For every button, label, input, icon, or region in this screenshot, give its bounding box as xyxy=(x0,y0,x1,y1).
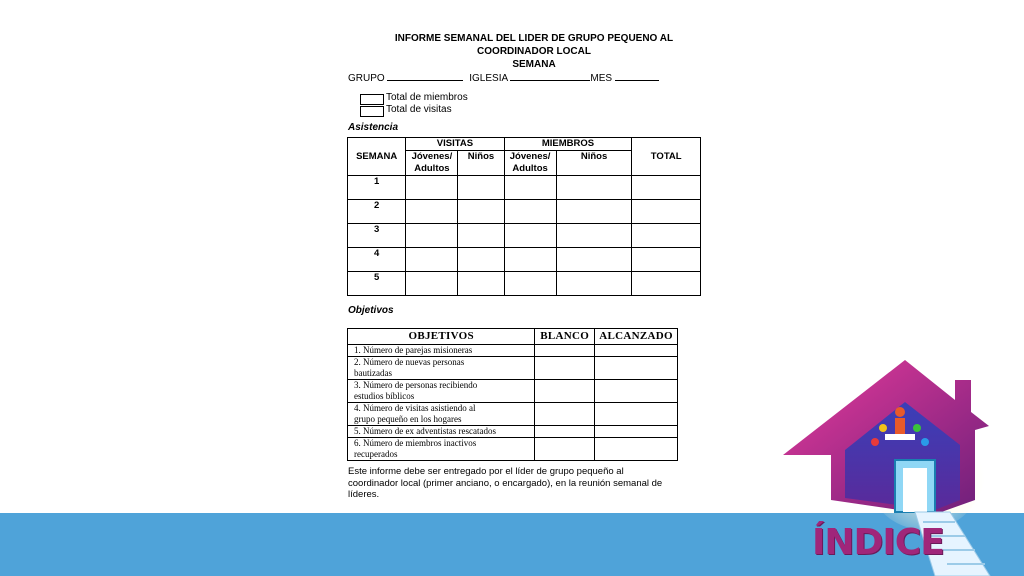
week-number: 3 xyxy=(348,224,406,248)
total-miembros-box xyxy=(360,94,384,105)
jovenes-line-2: Adultos xyxy=(414,163,450,174)
line1: 5. Número de ex adventistas rescatados xyxy=(354,426,496,436)
mes-blank xyxy=(615,71,659,81)
header-fields xyxy=(348,71,659,84)
table-row xyxy=(348,403,678,426)
cell xyxy=(595,357,678,380)
grupo-label: GRUPO xyxy=(348,73,385,84)
total-visitas-label: Total de visitas xyxy=(386,104,452,115)
cell xyxy=(535,438,595,461)
line1: 1. Número de parejas misioneras xyxy=(354,345,473,355)
week-number: 2 xyxy=(348,200,406,224)
table-row xyxy=(348,357,678,380)
table-row xyxy=(348,272,701,296)
cell xyxy=(504,272,556,296)
week-number: 5 xyxy=(348,272,406,296)
cell xyxy=(632,272,701,296)
objective-text xyxy=(348,357,535,380)
cell xyxy=(595,438,678,461)
cell xyxy=(595,380,678,403)
mes-label: MES xyxy=(590,73,613,84)
week-number: 4 xyxy=(348,248,406,272)
iglesia-label: IGLESIA xyxy=(469,73,508,84)
line1: 4. Número de visitas asistiendo al xyxy=(354,403,476,413)
cell xyxy=(595,426,678,438)
cell xyxy=(504,224,556,248)
cell xyxy=(458,176,504,200)
objectives-table xyxy=(347,328,678,461)
indice-button[interactable]: ÍNDICE xyxy=(812,522,944,563)
line2: estudios bíblicos xyxy=(354,391,415,401)
visitas-jovenes-header xyxy=(406,151,458,176)
cell xyxy=(406,176,458,200)
cell xyxy=(504,176,556,200)
table-row xyxy=(348,380,678,403)
cell xyxy=(556,200,632,224)
footer-line-2: coordinador local (primer anciano, o encargado), en la reunión semanal de xyxy=(348,477,663,489)
iglesia-blank xyxy=(510,71,590,81)
table-row xyxy=(348,200,701,224)
objetivos-col-header: OBJETIVOS xyxy=(348,329,535,345)
objetivos-heading: Objetivos xyxy=(348,305,394,316)
objective-text xyxy=(348,403,535,426)
table-row xyxy=(348,426,678,438)
title-line-3: SEMANA xyxy=(512,59,556,70)
jovenes-line-1: Jóvenes/ xyxy=(411,151,453,162)
table-row xyxy=(348,176,701,200)
table-row xyxy=(348,248,701,272)
cell xyxy=(535,380,595,403)
cell xyxy=(632,176,701,200)
objective-text xyxy=(348,438,535,461)
cell xyxy=(458,272,504,296)
cell xyxy=(535,426,595,438)
cell xyxy=(458,200,504,224)
asistencia-heading: Asistencia xyxy=(348,122,399,133)
line2: bautizadas xyxy=(354,368,392,378)
total-miembros-label: Total de miembros xyxy=(386,92,468,103)
line1: 6. Número de miembros inactivos xyxy=(354,438,477,448)
cell xyxy=(632,224,701,248)
attendance-table xyxy=(347,137,701,296)
report-title xyxy=(343,32,705,71)
jovenes-line-2: Adultos xyxy=(512,163,548,174)
cell xyxy=(535,357,595,380)
blanco-col-header: BLANCO xyxy=(535,329,595,345)
visitas-header: VISITAS xyxy=(406,138,504,151)
footer-line-1: Este informe debe ser entregado por el líder de grupo pequeño al xyxy=(348,466,624,477)
table-row xyxy=(348,345,678,357)
miembros-header: MIEMBROS xyxy=(504,138,632,151)
cell xyxy=(632,248,701,272)
miembros-jovenes-header xyxy=(504,151,556,176)
cell xyxy=(406,224,458,248)
miembros-ninos-header: Niños xyxy=(556,151,632,176)
table-row xyxy=(348,224,701,248)
cell xyxy=(406,272,458,296)
cell xyxy=(535,345,595,357)
footer-note xyxy=(348,466,688,501)
alcanzado-col-header: ALCANZADO xyxy=(595,329,678,345)
cell xyxy=(504,248,556,272)
cell xyxy=(458,224,504,248)
cell xyxy=(632,200,701,224)
total-visitas-box xyxy=(360,106,384,117)
title-line-1: INFORME SEMANAL DEL LIDER DE GRUPO PEQUENO AL xyxy=(394,33,674,44)
line2: recuperados xyxy=(354,449,398,459)
cell xyxy=(535,403,595,426)
cell xyxy=(595,345,678,357)
table-row xyxy=(348,438,678,461)
line1: 2. Número de nuevas personas xyxy=(354,357,465,367)
weekly-report-document xyxy=(343,24,705,508)
cell xyxy=(556,272,632,296)
cell xyxy=(504,200,556,224)
jovenes-line-1: Jóvenes/ xyxy=(509,151,551,162)
line1: 3. Número de personas recibiendo xyxy=(354,380,478,390)
semana-header: SEMANA xyxy=(348,138,406,176)
cell xyxy=(556,224,632,248)
cell xyxy=(556,248,632,272)
cell xyxy=(406,200,458,224)
week-number: 1 xyxy=(348,176,406,200)
line2: grupo pequeño en los hogares xyxy=(354,414,462,424)
objective-text xyxy=(348,345,535,357)
visitas-ninos-header: Niños xyxy=(458,151,504,176)
cell xyxy=(595,403,678,426)
title-line-2: COORDINADOR LOCAL xyxy=(477,46,591,57)
cell xyxy=(406,248,458,272)
grupo-blank xyxy=(387,71,463,81)
total-header: TOTAL xyxy=(632,138,701,176)
objective-text xyxy=(348,426,535,438)
objective-text xyxy=(348,380,535,403)
cell xyxy=(556,176,632,200)
cell xyxy=(458,248,504,272)
footer-line-3: líderes. xyxy=(348,489,380,500)
